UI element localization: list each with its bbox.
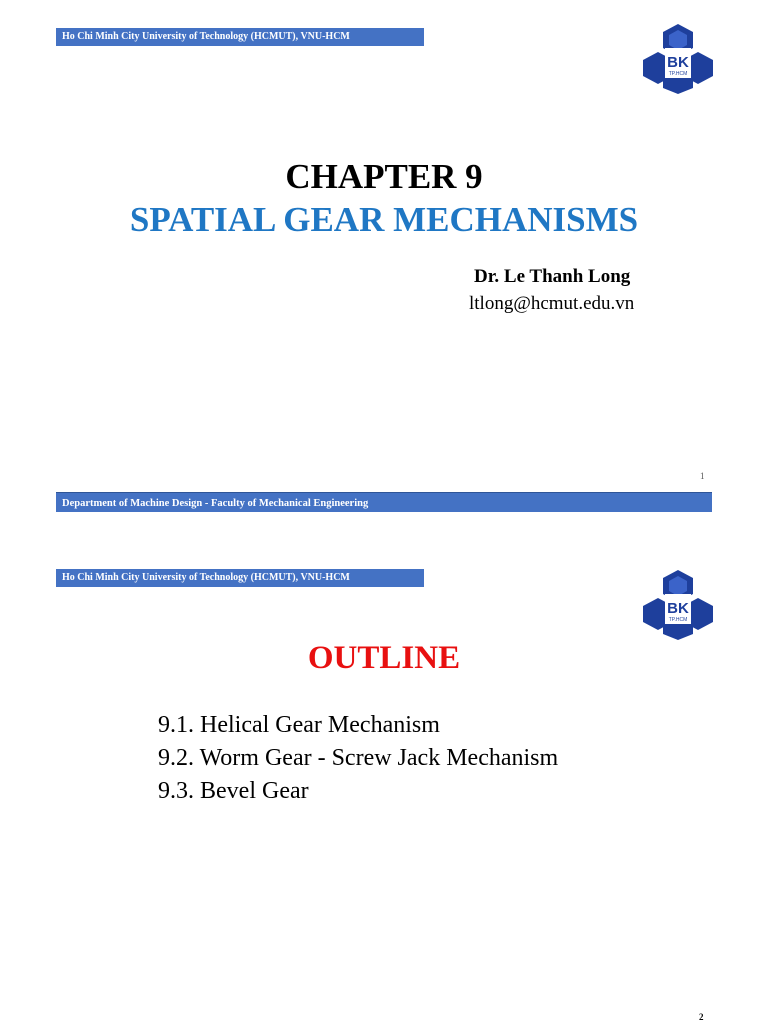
university-header-bar: Ho Chi Minh City University of Technology (HCMUT), VNU-HCM bbox=[56, 569, 424, 587]
page-number: 1 bbox=[700, 471, 705, 481]
bk-logo-icon bbox=[643, 568, 713, 640]
university-header-bar: Ho Chi Minh City University of Technology (HCMUT), VNU-HCM bbox=[56, 28, 424, 46]
slide-2 bbox=[0, 512, 768, 1024]
department-footer-bar: Department of Machine Design - Faculty of Mechanical Engineering bbox=[56, 492, 712, 512]
outline-item: 9.3. Bevel Gear bbox=[158, 778, 309, 804]
outline-title: OUTLINE bbox=[307, 640, 461, 676]
logo-text: BK bbox=[667, 600, 689, 617]
author-name: Dr. Le Thanh Long bbox=[474, 266, 631, 287]
outline-item: 9.2. Worm Gear - Screw Jack Mechanism bbox=[158, 745, 559, 771]
bk-logo-icon bbox=[643, 22, 713, 94]
outline-list bbox=[158, 709, 558, 808]
author-email: ltlong@hcmut.edu.vn bbox=[469, 293, 635, 314]
chapter-subtitle: SPATIAL GEAR MECHANISMS bbox=[129, 200, 639, 239]
outline-item: 9.1. Helical Gear Mechanism bbox=[158, 712, 440, 738]
logo-subtext: TP.HCM bbox=[668, 617, 688, 623]
chapter-title: CHAPTER 9 bbox=[285, 157, 483, 196]
logo-subtext: TP.HCM bbox=[668, 71, 688, 77]
page-number: 2 bbox=[699, 1012, 704, 1022]
logo-text: BK bbox=[667, 54, 689, 71]
